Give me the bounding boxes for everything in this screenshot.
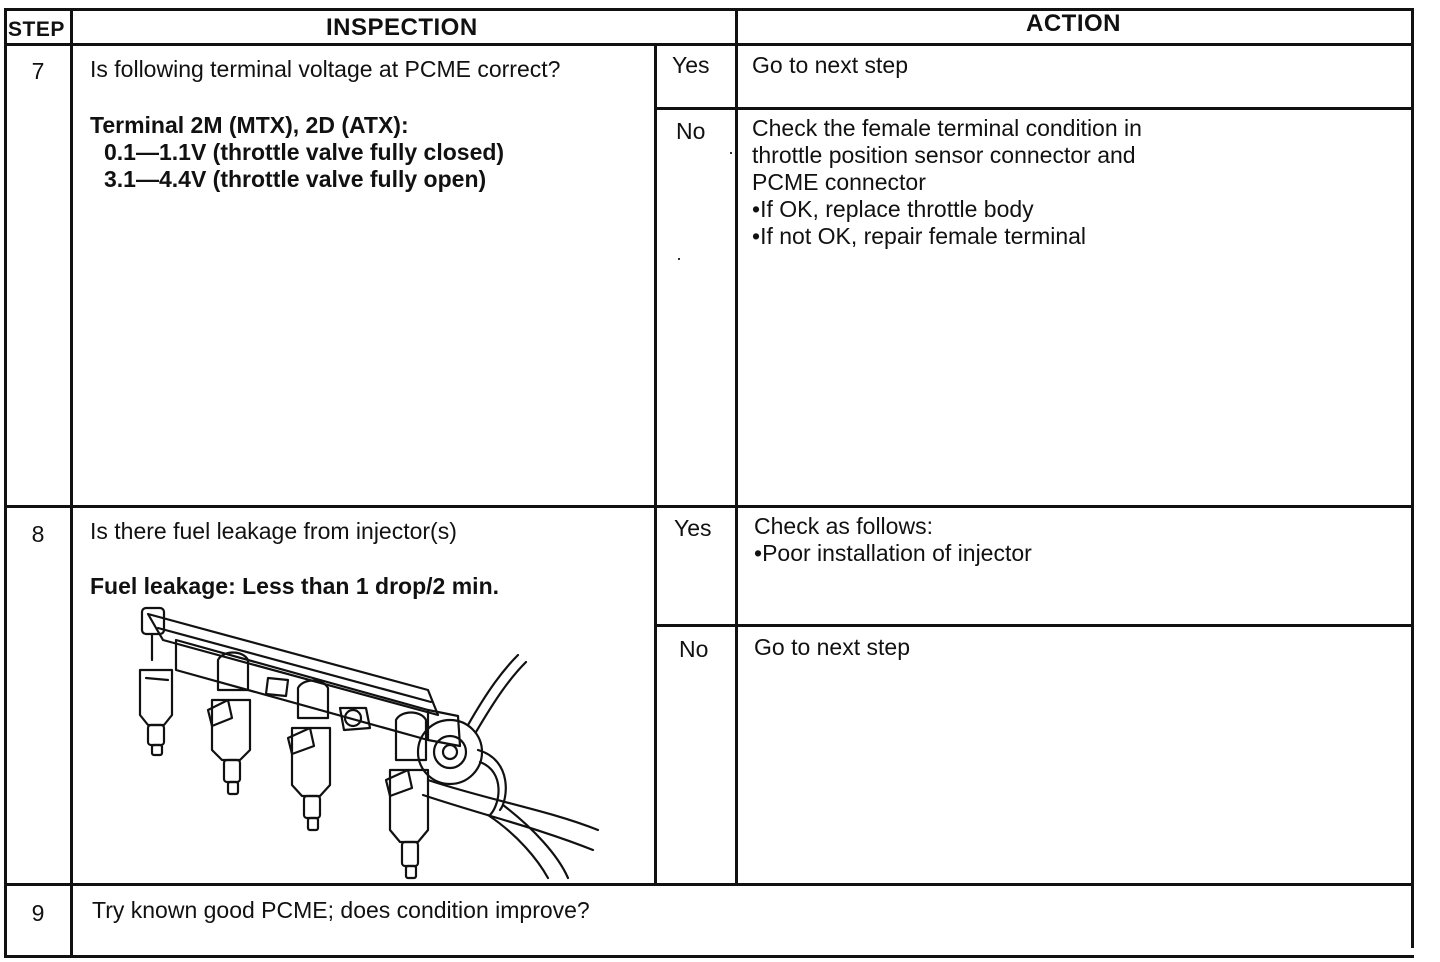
step-8-yes-action <box>754 513 1032 567</box>
step-7-no-bullet-text: If not OK, repair female terminal <box>760 223 1087 249</box>
step-8-yes-bullet-text: Poor installation of injector <box>762 540 1032 566</box>
step-7-question: Is following terminal voltage at PCME correct? <box>90 56 561 82</box>
step-7-no-action-line: PCME connector <box>752 169 926 195</box>
step-7-no-label: No <box>676 118 706 144</box>
step-8-yes-label: Yes <box>674 515 712 541</box>
bullet-icon: • <box>754 540 763 566</box>
table-right-border <box>1411 8 1414 948</box>
answer-column-divider <box>654 44 657 884</box>
step-7-no-action <box>752 115 1142 250</box>
step-8-no-label: No <box>679 636 709 662</box>
step-8-question: Is there fuel leakage from injector(s) <box>90 518 457 544</box>
fuel-rail-injector-illustration <box>128 600 628 885</box>
step-header: STEP <box>8 18 65 41</box>
bullet-icon: • <box>752 223 761 249</box>
step-7-no-bullet-item <box>752 196 1142 223</box>
step-7-no-bullet-text: If OK, replace throttle body <box>760 196 1034 222</box>
step-7-spec <box>90 112 504 193</box>
step-9-question: Try known good PCME; does condition improve? <box>92 897 590 923</box>
step-7-number: 7 <box>31 58 45 84</box>
step-8-spec-title: Fuel leakage: Less than 1 drop/2 min. <box>90 573 500 599</box>
scan-speck <box>730 152 732 154</box>
step-7-spec-line: 0.1—1.1V (throttle valve fully closed) <box>104 139 505 165</box>
step-8-yes-action-title: Check as follows: <box>754 513 933 539</box>
step-7-no-action-line: throttle position sensor connector and <box>752 142 1136 168</box>
step8-yes-no-divider <box>655 624 1413 627</box>
step-7-yes-label: Yes <box>672 52 710 78</box>
step-7-yes-action: Go to next step <box>752 52 908 78</box>
action-column-divider <box>735 10 738 884</box>
step-column-divider <box>70 10 73 956</box>
step-8-number: 8 <box>31 521 45 547</box>
step-8-no-action: Go to next step <box>754 634 910 660</box>
scan-speck <box>678 258 680 260</box>
inspection-header: INSPECTION <box>326 14 478 41</box>
bullet-icon: • <box>752 196 761 222</box>
step-8-yes-bullet-item <box>754 540 1032 567</box>
step-9-number: 9 <box>31 900 45 926</box>
step-7-no-action-line: Check the female terminal condition in <box>752 115 1142 141</box>
table-bottom-border <box>4 955 1414 958</box>
step-7-spec-title: Terminal 2M (MTX), 2D (ATX): <box>90 112 409 138</box>
step-7-no-bullet-item <box>752 223 1142 250</box>
header-bottom-border <box>4 43 1414 46</box>
step-7-spec-line: 3.1—4.4V (throttle valve fully open) <box>104 166 487 192</box>
table-top-border <box>4 8 1414 11</box>
table-left-border <box>4 8 7 958</box>
step7-yes-no-divider <box>655 107 1413 110</box>
step7-bottom-border <box>5 505 1413 508</box>
action-header: ACTION <box>1026 10 1121 37</box>
